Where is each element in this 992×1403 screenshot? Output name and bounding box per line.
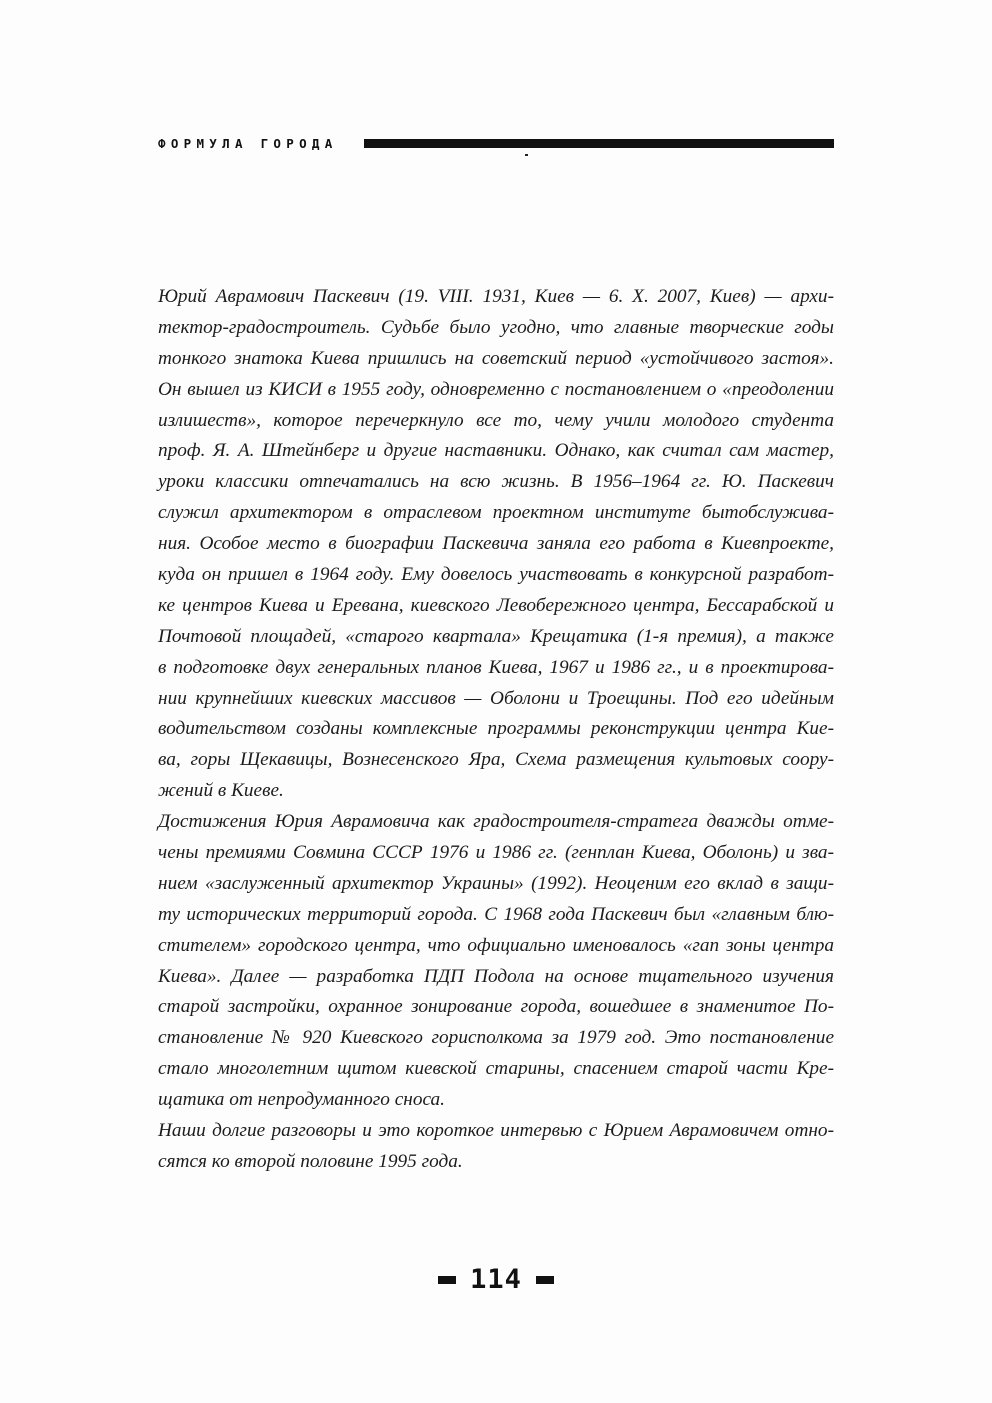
page-number: 114: [470, 1264, 522, 1295]
body-text: [158, 282, 834, 1178]
folio-bar-right: [536, 1276, 554, 1284]
paragraph: [158, 807, 834, 1116]
text-line: стителем» городского центра, что официально именовалось «гап зоны центра: [158, 934, 834, 956]
page-footer: [0, 1266, 992, 1294]
text-line: Наши долгие разговоры и это короткое интервью с Юрием Аврамовичем отно-: [158, 1120, 834, 1142]
running-title: ФОРМУЛА ГОРОДА: [158, 136, 338, 151]
paragraph: [158, 1116, 834, 1178]
paragraph: [158, 282, 834, 807]
header-rule: [364, 139, 834, 148]
print-speck: [525, 154, 528, 156]
text-line: ту исторических территорий города. С 1968 года Паскевич был «главным блю-: [158, 903, 834, 925]
text-line: Достижения Юрия Аврамовича как градостроителя-стратега дважды отме-: [158, 811, 834, 833]
text-line: уроки классики отпечатались на всю жизнь. В 1956–1964 гг. Ю. Паскевич: [158, 471, 834, 493]
text-line: водительством созданы комплексные программы реконструкции центра Кие-: [158, 718, 834, 740]
text-line: в подготовке двух генеральных планов Киева, 1967 и 1986 гг., и в проектирова-: [158, 656, 834, 678]
text-line: Киева». Далее — разработка ПДП Подола на основе тщательного изучения: [158, 965, 834, 987]
text-line: старой застройки, охранное зонирование города, вошедшее в знаменитое По-: [158, 996, 834, 1018]
text-line: щатика от непродуманного сноса.: [158, 1089, 445, 1111]
folio-bar-left: [438, 1276, 456, 1284]
text-line: Почтовой площадей, «старого квартала» Крещатика (1-я премия), а также: [158, 625, 834, 647]
text-line: Он вышел из КИСИ в 1955 году, одновременно с постановлением о «преодолении: [158, 378, 834, 400]
text-line: проф. Я. А. Штейнберг и другие наставники. Однако, как считал сам мастер,: [158, 440, 834, 462]
text-line: стало многолетним щитом киевской старины, спасением старой части Кре-: [158, 1058, 834, 1080]
text-line: нии крупнейших киевских массивов — Оболони и Троещины. Под его идейным: [158, 687, 834, 709]
text-line: чены премиями Совмина СССР 1976 и 1986 гг. (генплан Киева, Оболонь) и зва-: [158, 842, 834, 864]
text-line: сятся ко второй половине 1995 года.: [158, 1150, 463, 1172]
running-header: [158, 135, 834, 153]
text-line: ния. Особое место в биографии Паскевича заняла его работа в Киевпроекте,: [158, 533, 834, 555]
text-line: ва, горы Щекавицы, Вознесенского Яра, Схема размещения культовых соору-: [158, 749, 834, 771]
folio: [438, 1266, 554, 1294]
text-line: тектор-градостроитель. Судьбе было угодно, что главные творческие годы: [158, 316, 834, 338]
text-line: нием «заслуженный архитектор Украины» (1992). Неоценим его вклад в защи-: [158, 872, 834, 894]
text-line: становление № 920 Киевского горисполкома за 1979 год. Это постановление: [158, 1027, 834, 1049]
text-line: жений в Киеве.: [158, 780, 284, 802]
text-line: тонкого знатока Киева пришлись на советский период «устойчивого застоя».: [158, 347, 834, 369]
text-line: куда он пришел в 1964 году. Ему довелось участвовать в конкурсной разработ-: [158, 564, 834, 586]
text-line: излишеств», которое перечеркнуло все то, чему учили молодого студента: [158, 409, 834, 431]
text-line: Юрий Аврамович Паскевич (19. VIII. 1931, Киев — 6. X. 2007, Киев) — архи-: [158, 286, 834, 307]
text-line: служил архитектором в отраслевом проектном институте бытобслужива-: [158, 502, 834, 524]
text-line: ке центров Киева и Еревана, киевского Левобережного центра, Бессарабской и: [158, 594, 834, 616]
